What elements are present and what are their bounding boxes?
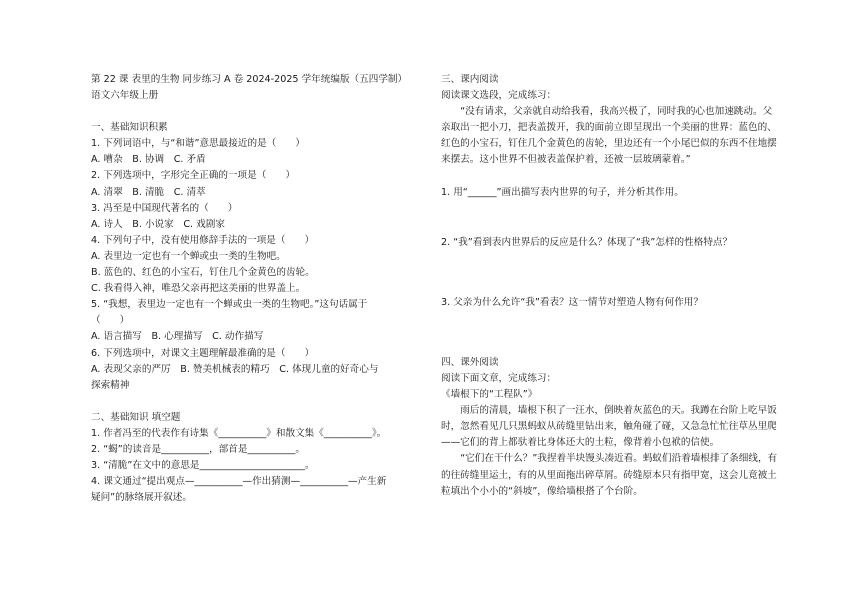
question-line: （ ） xyxy=(91,315,130,327)
worksheet-title: 第 22 课 表里的生物 同步练习 A 卷 2024-2025 学年统编版（五四学制） xyxy=(91,74,408,85)
section4-heading: 四、课外阅读 xyxy=(441,356,499,368)
option-line: A. 清翠 B. 清脆 C. 清萃 xyxy=(91,186,206,198)
question-line: 5. “我想，表里边一定也有一个蝉或虫一类的生物吧。”这句话属于 xyxy=(91,299,368,311)
option-line: A. 表现父亲的严厉 B. 赞美机械表的精巧 C. 体现儿童的好奇心与 xyxy=(91,363,379,375)
reading-question-3: 3. 父亲为什么允许“我”看表？这一情节对塑造人物有何作用？ xyxy=(441,296,703,308)
section1-heading: 一、基础知识积累 xyxy=(91,122,168,134)
option-line: A. 表里边一定也有一个蝉或虫一类的生物吧。 xyxy=(91,250,286,262)
fill-line: 2. “蝎”的读音是__________，部首是__________。 xyxy=(91,443,306,455)
reading-question-1: 1. 用“______”画出描写表内世界的句子，并分析其作用。 xyxy=(441,186,684,198)
left-column xyxy=(91,72,436,506)
article-paragraph-2: “它们在干什么？”我捏着半块馒头凑近看。蚂蚁们沿着墙根排了条细线，有的往砖缝里运土，有的从里面拖出碎草屑。砖缝原本只有指甲宽，这会儿竟被土粒填出个小小的“斜坡”，像给墙根搭了个台阶。 xyxy=(441,453,778,497)
section4-intro: 阅读下面文章，完成练习： xyxy=(441,372,557,384)
option-line: B. 蓝色的、红色的小宝石，钉住几个金黄色的齿轮。 xyxy=(91,267,315,279)
option-line: A. 语言描写 B. 心理描写 C. 动作描写 xyxy=(91,331,264,343)
option-line: A. 嘈杂 B. 协调 C. 矛盾 xyxy=(91,154,206,166)
fill-line: 3. “清脆”在文中的意思是______________________。 xyxy=(91,460,315,472)
question-line: 4. 下列句子中，没有使用修辞手法的一项是（ ） xyxy=(91,234,315,246)
option-line: 探索精神 xyxy=(91,379,130,391)
option-line: A. 诗人 B. 小说家 C. 戏剧家 xyxy=(91,218,225,230)
right-column xyxy=(441,72,781,500)
worksheet-subtitle: 语文六年级上册 xyxy=(91,90,159,102)
option-line: C. 我看得入神，唯恐父亲再把这美丽的世界盖上。 xyxy=(91,283,306,295)
section2-heading: 二、基础知识 填空题 xyxy=(91,411,181,423)
fill-line: 1. 作者冯至的代表作有诗集《__________》和散文集《__________》。 xyxy=(91,427,387,439)
section3-intro: 阅读课文选段，完成练习： xyxy=(441,90,557,102)
article-paragraph-1: 雨后的清晨，墙根下积了一汪水，倒映着灰蓝色的天。我蹲在台阶上吃早饭时，忽然看见几只黑蚂蚁从砖缝里钻出来，触角碰了碰，又急急忙忙往草丛里爬——它们的背上都驮着比身体还大的土粒，像背着小包袱的信使。 xyxy=(441,405,777,449)
question-line: 3. 冯至是中国现代著名的（ ） xyxy=(91,202,238,214)
reading-question-2: 2. “我”看到表内世界后的反应是什么？体现了“我”怎样的性格特点？ xyxy=(441,236,733,248)
reading-passage: “没有请求，父亲就自动给我看，我高兴极了，同时我的心也加速跳动。父亲取出一把小刀，把表盖拨开，我的面前立即呈现出一个美丽的世界：蓝色的、红色的小宝石，钉住几个金黄色的齿轮，里边还有一个小尾巴似的东西不住地摆来摆去。这小世界不但被表盖保护着，还被一层玻璃蒙着。” xyxy=(441,106,777,166)
fill-line: 疑问”的脉络展开叙述。 xyxy=(91,492,192,504)
question-line: 1. 下列词语中，与“和谐”意思最接近的是（ ） xyxy=(91,138,306,150)
question-line: 2. 下列选项中，字形完全正确的一项是（ ） xyxy=(91,170,296,182)
question-line: 6. 下列选项中，对课文主题理解最准确的是（ ） xyxy=(91,347,315,359)
article-title: 《墙根下的“工程队”》 xyxy=(441,389,538,401)
fill-line: 4. 课文通过“提出观点—__________—作出猜测—__________—产生新 xyxy=(91,476,387,488)
section3-heading: 三、课内阅读 xyxy=(441,74,499,85)
